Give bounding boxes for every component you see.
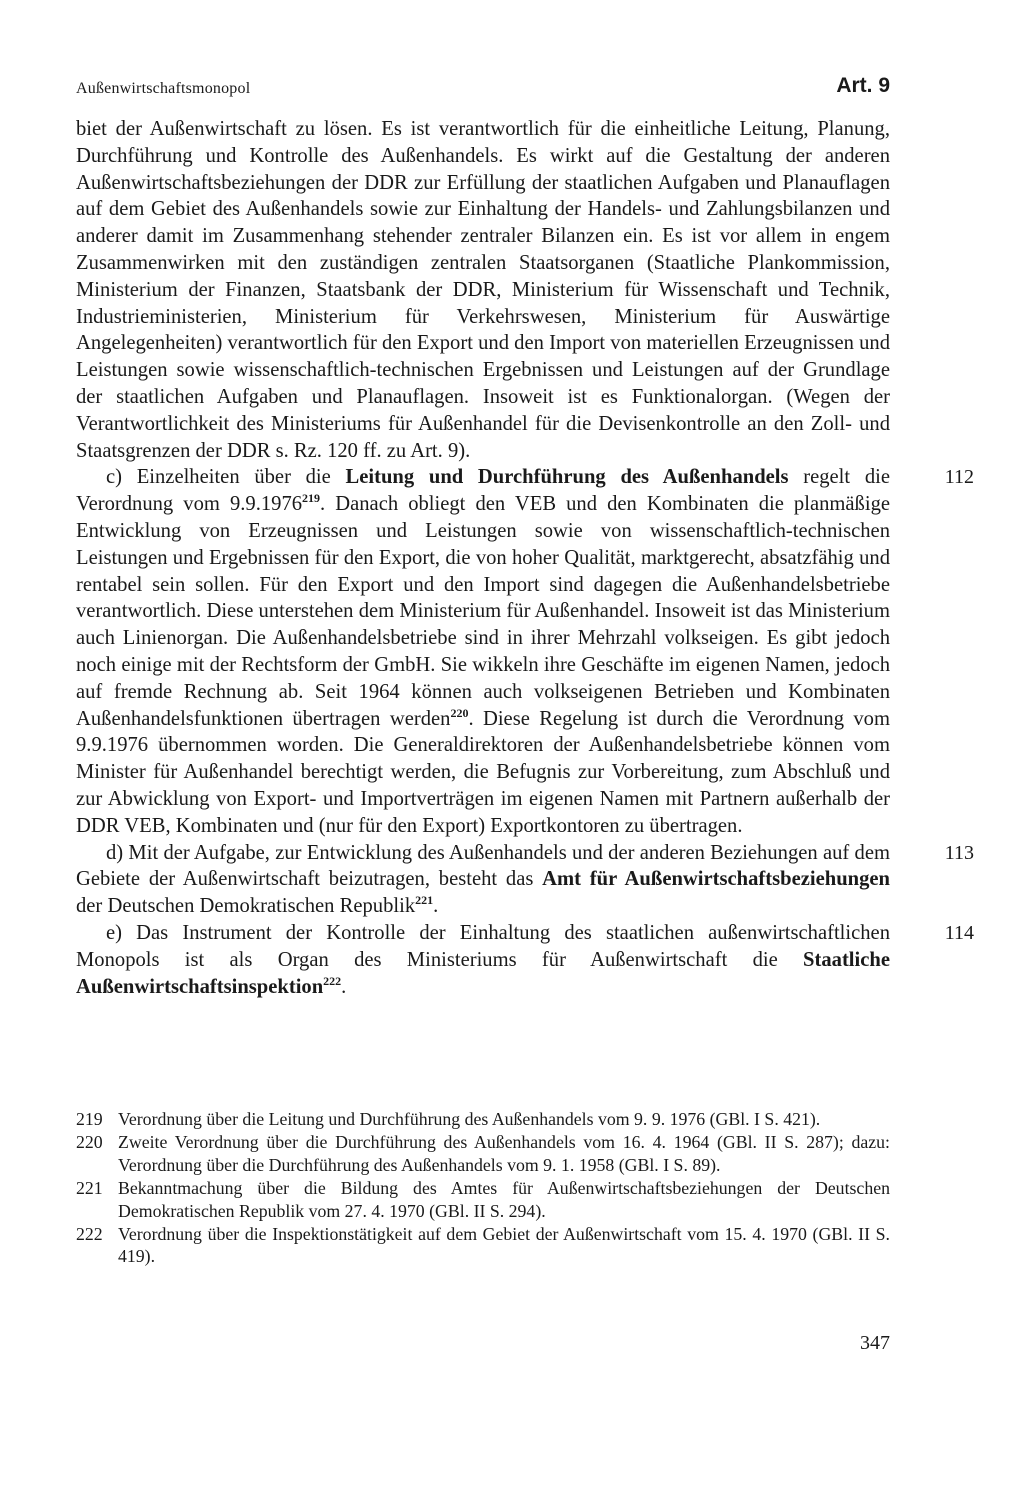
paragraph-113 xyxy=(76,840,974,920)
footnote-number: 220 xyxy=(76,1132,103,1153)
text-run: . xyxy=(341,975,347,998)
footnote xyxy=(76,1131,890,1176)
text-run: e) Das Instrument der Kontrolle der Einhaltung des staatlichen außenwirtschaftlichen Monopols ist als Organ des Ministeriums für Außenwirtschaft die xyxy=(76,921,890,971)
footnote-text: Bekanntmachung über die Bildung des Amtes für Außenwirtschaftsbeziehungen der Deutschen Demokratischen Republik vom 27. 4. 1970 (GBl. II S. 294). xyxy=(118,1178,890,1221)
text-run: d) Mit der Aufgabe, zur Entwicklung des Außenhandels und der anderen Beziehungen auf dem Gebiete der Außenwirtschaft beizutragen, besteht das xyxy=(76,841,890,891)
text-run: . Diese Regelung ist durch die Verordnung vom 9.9.1976 übernommen worden. Die Generaldirektoren der Außenhandelsbetriebe können vom Minister für Außenhandel berechtigt werden, die Befugnis zur Vorbereitung, zum Abschluß und zur Abwicklung von Export- und Importverträgen im eigenen Namen mit Partnern außerhalb der DDR VEB, Kombinaten und (nur für den Export) Exportkontoren zu übertragen. xyxy=(76,707,890,837)
footnote-text: Zweite Verordnung über die Durchführung des Außenhandels vom 16. 4. 1964 (GBl. II S. 287); dazu: Verordnung über die Durchführung des Außenhandels vom 9. 1. 1958 (GBl. I S. 89). xyxy=(118,1132,890,1175)
page-number: 347 xyxy=(860,1332,890,1354)
margin-number: 114 xyxy=(944,921,974,944)
bold-term: Staatliche Außenwirtschaftsinspektion xyxy=(76,948,890,998)
paragraph-114 xyxy=(76,920,974,1000)
footnote-ref[interactable]: 222 xyxy=(323,973,342,988)
footnote xyxy=(76,1108,890,1130)
footnote-ref[interactable]: 220 xyxy=(450,705,469,720)
footnote-ref[interactable]: 221 xyxy=(415,893,434,908)
margin-number: 112 xyxy=(944,466,974,489)
text-run: . Danach obliegt den VEB und den Kombinaten die planmäßige Entwicklung von Erzeugnissen und Leistungen sowie von wissenschaftlich-technischen Leistungen und Ergebnissen für den Export, die von hoher Qualität, marktgerecht, absatzfähig und rentabel sein sollen. Für den Export und den Import sind dagegen die Außenhandelsbetriebe verantwortlich. Diese unterstehen dem Ministerium für Außenhandel. Insoweit ist das Ministerium auch Linienorgan. Die Außenhandelsbetriebe sind in ihrer Mehrzahl volkseigen. Es gibt jedoch noch einige mit der Rechtsform der GmbH. Sie wikkeln ihre Geschäfte im eigenen Namen, jedoch auf fremde Rechnung ab. Seit 1964 können auch volkseigenen Betrieben und Kombinaten Außenhandelsfunktionen übertragen werden xyxy=(76,493,891,730)
bold-term: Amt für Außenwirtschaftsbeziehungen xyxy=(542,868,890,891)
footnote xyxy=(76,1223,890,1268)
running-head xyxy=(76,74,890,100)
paragraph-112 xyxy=(76,464,974,839)
paragraph-continuation: biet der Außenwirtschaft zu lösen. Es ist verantwortlich für die einheitliche Leitung, Planung, Durchführung und Kontrolle des Außenhandels. Es wirkt auf die Gestaltung der anderen Außenwirtschaftsbeziehungen der DDR zur Erfüllung der staatlichen Aufgaben und Planauflagen auf dem Gebiet des Außenhandels sowie zur Einhaltung der Handels- und Zahlungsbilanzen und anderer damit im Zusammenhang stehender zentraler Bilanzen ein. Es ist vor allem in engem Zusammenwirken mit den zuständigen zentralen Staatsorganen (Staatliche Plankommission, Ministerium der Finanzen, Staatsbank der DDR, Ministerium für Wissenschaft und Technik, Industrieministerien, Ministerium für Verkehrswesen, Ministerium für Auswärtige Angelegenheiten) verantwortlich für den Export und den Import von materiellen Erzeugnissen und Leistungen sowie wissenschaftlich-technischen Ergebnissen und Leistungen auf der Grundlage der staatlichen Aufgaben und Planauflagen. Insoweit ist es Funktionalorgan. (Wegen der Verantwortlichkeit des Ministeriums für Außenhandel für die Devisenkontrolle an den Zoll- und Staatsgrenzen der DDR s. Rz. 120 ff. zu Art. 9). xyxy=(76,118,890,462)
article-label: Art. 9 xyxy=(836,74,890,97)
text-run: der Deutschen Demokratischen Republik xyxy=(76,895,416,918)
footnote-ref[interactable]: 219 xyxy=(302,491,321,506)
text-run: c) Einzelheiten über die xyxy=(106,466,346,489)
running-title: Außenwirtschaftsmonopol xyxy=(76,80,251,97)
footnote-number: 221 xyxy=(76,1178,103,1199)
body-text xyxy=(76,116,974,1000)
footnote xyxy=(76,1177,890,1222)
footnote-number: 222 xyxy=(76,1224,103,1245)
footnote-text: Verordnung über die Inspektionstätigkeit auf dem Gebiet der Außenwirtschaft vom 15. 4. 1970 (GBl. II S. 419). xyxy=(118,1224,890,1267)
margin-number: 113 xyxy=(944,841,974,864)
footnote-number: 219 xyxy=(76,1109,103,1129)
text-run: regelt die Verordnung vom 9.9.1976 xyxy=(76,466,890,516)
footnote-text: Verordnung über die Leitung und Durchführung des Außenhandels vom 9. 9. 1976 (GBl. I S. 421). xyxy=(118,1109,821,1129)
text-run: . xyxy=(433,895,439,918)
footnotes xyxy=(76,1108,890,1269)
bold-term: Leitung und Durchführung des Außenhandels xyxy=(345,466,789,489)
